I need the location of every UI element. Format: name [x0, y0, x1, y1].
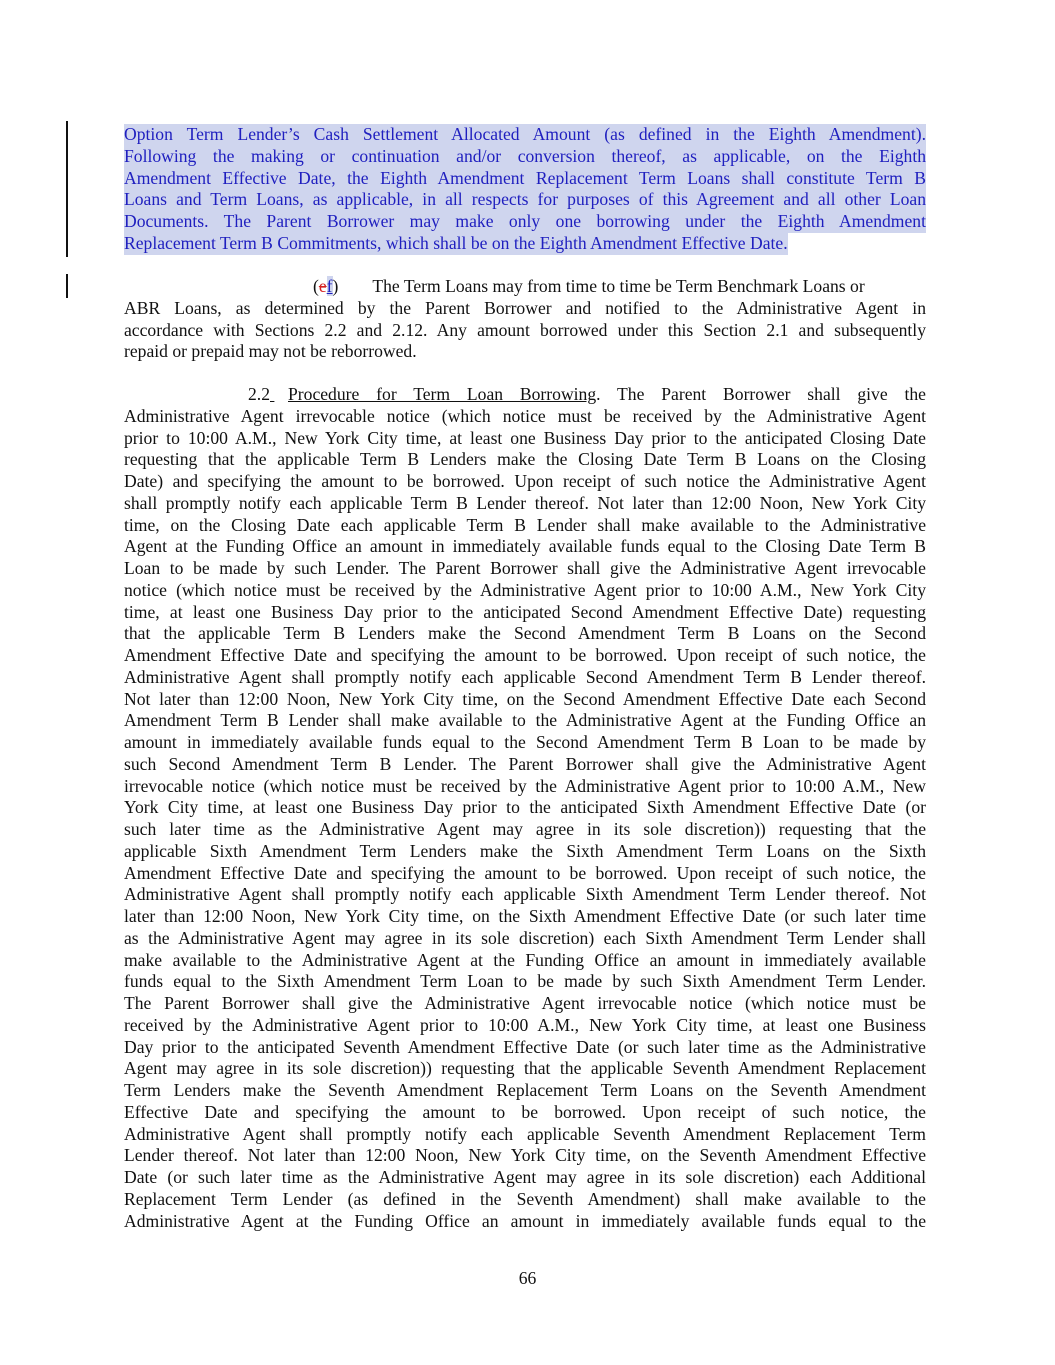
text-line: Administrative Agent irrevocable notice (which notice must be received by the Administrative Agent	[124, 405, 926, 426]
text-line: accordance with Sections 2.2 and 2.12. Any amount borrowed under this Section 2.1 and subsequently	[124, 319, 926, 340]
text-line: Amendment Effective Date and specifying the amount to be borrowed. Upon receipt of such notice, the	[124, 645, 926, 665]
section-2-2-first-line: 2.2 Procedure for Term Loan Borrowing. The Parent Borrower shall give the	[248, 384, 926, 404]
text-line: Date (or such later time as the Administrative Agent may agree in its sole discretion) each Additional	[124, 1167, 926, 1187]
text-line: as the Administrative Agent may agree in its sole discretion) each Sixth Amendment Term Lender shall	[124, 927, 926, 948]
text-line: Agent at the Funding Office an amount in immediately available funds equal to the Closing Date Term B	[124, 536, 926, 557]
revision-change-bar	[66, 274, 68, 298]
text-line: Term Lenders make the Seventh Amendment Replacement Term Loans on the Seventh Amendment	[124, 1080, 926, 1100]
text-line: Administrative Agent at the Funding Office an amount in immediately available funds equal to the	[124, 1210, 926, 1231]
heading-tab-underline	[270, 384, 288, 406]
text-line: Not later than 12:00 Noon, New York City time, on the Second Amendment Effective Date each Second	[124, 688, 926, 709]
inserted-text-line	[124, 189, 926, 211]
text-line: that the applicable Term B Lenders make the Second Amendment Term B Loans on the Second	[124, 623, 926, 644]
text-line: Loan to be made by such Lender. The Parent Borrower shall give the Administrative Agent irrevocable	[124, 558, 926, 578]
text-line: Amendment Term B Lender shall make available to the Administrative Agent at the Funding Office an	[124, 710, 926, 731]
inserted-text: Replacement Term B Commitments, which shall be on the Eighth Amendment Effective Date.	[124, 232, 788, 253]
text-line: Amendment Effective Date and specifying the amount to be borrowed. Upon receipt of such notice, the	[124, 862, 926, 883]
inserted-text-line	[124, 233, 926, 255]
text-line: York City time, at least one Business Day prior to the anticipated Sixth Amendment Effective Date (or	[124, 797, 926, 818]
text-line: repaid or prepaid may not be reborrowed.	[124, 341, 417, 362]
text-line: Effective Date and specifying the amount to be borrowed. Upon receipt of such notice, the	[124, 1101, 926, 1122]
text-line: The Parent Borrower shall give the Administrative Agent irrevocable notice (which notice must be	[124, 993, 926, 1013]
inserted-text: Following the making or continuation and/or conversion thereof, as applicable, on the Eighth	[124, 145, 926, 166]
inserted-letter: f	[326, 276, 333, 296]
text-line: Day prior to the anticipated Seventh Amendment Effective Date (or such later time as the Administrative	[124, 1036, 926, 1057]
inserted-text: Option Term Lender’s Cash Settlement Allocated Amount (as defined in the Eighth Amendment).	[124, 124, 926, 144]
section-2-2-paragraph	[124, 384, 926, 1232]
text-line: such later time as the Administrative Agent may agree in its sole discretion)) requesting that the	[124, 819, 926, 839]
inserted-paragraph	[124, 124, 926, 255]
section-f-paragraph	[124, 276, 926, 363]
text-line: amount in immediately available funds equal to the Second Amendment Term B Loan to be made by	[124, 732, 926, 752]
text-line: Replacement Term Lender (as defined in the Seventh Amendment) shall make available to the	[124, 1188, 926, 1209]
page-number: 66	[518, 1268, 537, 1288]
inserted-text-line	[124, 124, 926, 146]
text-line: notice (which notice must be received by the Administrative Agent prior to 10:00 A.M., New York City	[124, 579, 926, 600]
text-line: ABR Loans, as determined by the Parent Borrower and notified to the Administrative Agent in	[124, 297, 926, 318]
text-line: make available to the Administrative Agent at the Funding Office an amount in immediately available	[124, 949, 926, 970]
text-line: later than 12:00 Noon, New York City time, on the Sixth Amendment Effective Date (or such later time	[124, 906, 926, 926]
inserted-text: Amendment Effective Date, the Eighth Amendment Replacement Term Loans shall constitute Term B	[124, 167, 926, 188]
text-line: Date) and specifying the amount to be borrowed. Upon receipt of such notice the Administrative Agent	[124, 471, 926, 491]
text-line: Administrative Agent shall promptly notify each applicable Sixth Amendment Term Lender thereof. Not	[124, 884, 926, 905]
section-heading: Procedure for Term Loan Borrowing	[288, 384, 597, 404]
text-line: time, at least one Business Day prior to the anticipated Second Amendment Effective Date) requesting	[124, 601, 926, 622]
text-line: requesting that the applicable Term B Lenders make the Closing Date Term B Loans on the Closing	[124, 449, 926, 470]
text-line: applicable Sixth Amendment Term Lenders make the Sixth Amendment Term Loans on the Sixth	[124, 840, 926, 861]
text-line: Administrative Agent shall promptly notify each applicable Second Amendment Term B Lender thereof.	[124, 666, 926, 687]
text-line: time, on the Closing Date each applicable Term B Lender shall make available to the Administrative	[124, 514, 926, 535]
text-line: funds equal to the Sixth Amendment Term Loan to be made by such Sixth Amendment Term Lender.	[124, 971, 926, 992]
deleted-letter: e	[318, 276, 327, 296]
section-f-first-line: (ef) The Term Loans may from time to time be Term Benchmark Loans or	[313, 276, 865, 296]
section-number: 2.2	[248, 384, 270, 404]
text-line: prior to 10:00 A.M., New York City time, at least one Business Day prior to the anticipated Closing Date	[124, 427, 926, 448]
text-line: such Second Amendment Term B Lender. The Parent Borrower shall give the Administrative Agent	[124, 753, 926, 774]
inserted-text-line	[124, 211, 926, 233]
text-line: shall promptly notify each applicable Term B Lender thereof. Not later than 12:00 Noon, New York City	[124, 492, 926, 513]
text-line: Administrative Agent shall promptly notify each applicable Seventh Amendment Replacement Term	[124, 1123, 926, 1144]
inserted-text-line	[124, 146, 926, 168]
inserted-text: Loans and Term Loans, as applicable, in all respects for purposes of this Agreement and all other Loan	[124, 189, 926, 210]
inserted-text: Documents. The Parent Borrower may make only one borrowing under the Eighth Amendment	[124, 211, 926, 231]
text-line: Agent may agree in its sole discretion)) requesting that the applicable Seventh Amendment Replacement	[124, 1058, 926, 1079]
text-line: Lender thereof. Not later than 12:00 Noon, New York City time, on the Seventh Amendment Effective	[124, 1145, 926, 1166]
inserted-text-line	[124, 168, 926, 190]
text-line: received by the Administrative Agent prior to 10:00 A.M., New York City time, at least one Business	[124, 1014, 926, 1035]
revision-change-bar	[66, 121, 68, 257]
text-line: irrevocable notice (which notice must be received by the Administrative Agent prior to 10:00 A.M., New	[124, 775, 926, 796]
